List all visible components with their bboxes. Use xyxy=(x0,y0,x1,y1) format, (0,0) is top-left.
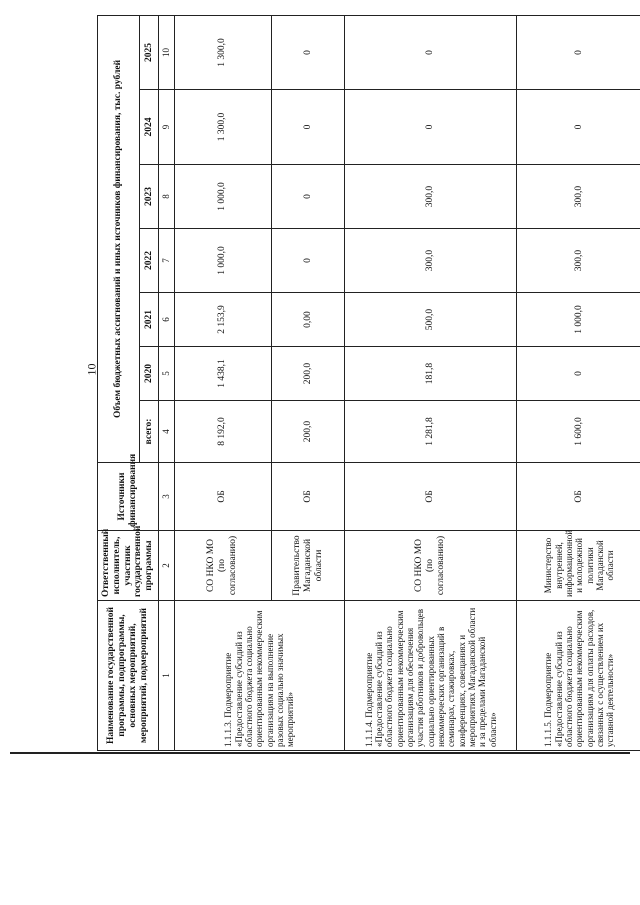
measure-name: 1.1.1.3. Подмероприятие «Предоставление субсидий из областного бюджета социально ориентированным некоммерческим организациям на выполнение разовых социально значимых мероприятий» xyxy=(174,601,345,751)
col-index: 6 xyxy=(158,293,174,347)
value-2025: 0 xyxy=(517,15,640,89)
source-cell: ОБ xyxy=(517,463,640,531)
col-index: 4 xyxy=(158,401,174,463)
header-year-2022: 2022 xyxy=(140,229,159,293)
col-index: 2 xyxy=(158,531,174,601)
value-2021: 0,00 xyxy=(271,293,345,347)
value-2023: 300,0 xyxy=(345,165,517,229)
value-2020: 0 xyxy=(517,347,640,401)
header-year-2025: 2025 xyxy=(140,15,159,89)
measure-name: 1.1.1.4. Подмероприятие «Предоставление субсидий из областного бюджета социально ориентированным некоммерческим организациям для обеспечения участия работников и добровольцев социально ориентированных некоммерческих организаций в семинарах, стажировках, конференциях, совещаниях и мероприятиях Магаданской области и за пределами Магаданской области» xyxy=(345,601,517,751)
header-funding: Объем бюджетных ассигнований и иных источников финансирования, тыс. рублей xyxy=(98,15,140,462)
col-index: 5 xyxy=(158,347,174,401)
value-total: 1 281,8 xyxy=(345,401,517,463)
col-index: 8 xyxy=(158,165,174,229)
value-2022: 1 000,0 xyxy=(174,229,271,293)
budget-table xyxy=(97,15,640,751)
value-2020: 1 438,1 xyxy=(174,347,271,401)
source-cell: ОБ xyxy=(271,463,345,531)
header-source: Источники финансирования xyxy=(98,463,159,531)
col-index: 3 xyxy=(158,463,174,531)
value-2025: 0 xyxy=(271,15,345,89)
header-year-2021: 2021 xyxy=(140,293,159,347)
value-2022: 300,0 xyxy=(345,229,517,293)
header-year-2020: 2020 xyxy=(140,347,159,401)
value-2024: 0 xyxy=(517,90,640,165)
value-total: 1 600,0 xyxy=(517,401,640,463)
value-2021: 1 000,0 xyxy=(517,293,640,347)
document-page xyxy=(97,16,640,751)
executor-cell: СО НКО МО (по согласованию) xyxy=(345,531,517,601)
table-row xyxy=(517,15,640,750)
value-2024: 1 300,0 xyxy=(174,90,271,165)
header-total: всего: xyxy=(140,401,159,463)
table-row xyxy=(345,15,517,750)
value-2021: 2 153,9 xyxy=(174,293,271,347)
value-2023: 0 xyxy=(271,165,345,229)
value-2022: 0 xyxy=(271,229,345,293)
executor-cell: Правительство Магаданской области xyxy=(271,531,345,601)
value-2020: 200,0 xyxy=(271,347,345,401)
source-cell: ОБ xyxy=(345,463,517,531)
col-index: 10 xyxy=(158,15,174,89)
header-executor: Ответственный исполнитель, участник государственной программы xyxy=(98,531,159,601)
col-index: 1 xyxy=(158,601,174,751)
value-2025: 0 xyxy=(345,15,517,89)
table-row xyxy=(174,15,271,750)
col-index: 7 xyxy=(158,229,174,293)
measure-name: 1.1.1.5. Подмероприятие «Предоставление субсидий из областного бюджета социально ориентированным некоммерческим организациям для оплаты расходов, связанных с осуществлением их уставной деятельности» xyxy=(517,601,640,751)
executor-cell: Министерство внутренней, информационной и молодежной политики Магаданской области xyxy=(517,531,640,601)
value-2023: 300,0 xyxy=(517,165,640,229)
value-2020: 181,8 xyxy=(345,347,517,401)
value-2023: 1 000,0 xyxy=(174,165,271,229)
col-index: 9 xyxy=(158,90,174,165)
column-index-row xyxy=(158,15,174,750)
header-year-2024: 2024 xyxy=(140,90,159,165)
header-year-2023: 2023 xyxy=(140,165,159,229)
executor-cell: СО НКО МО (по согласованию) xyxy=(174,531,271,601)
value-2024: 0 xyxy=(345,90,517,165)
value-total: 200,0 xyxy=(271,401,345,463)
page-number: 10 xyxy=(84,363,99,376)
value-total: 8 192,0 xyxy=(174,401,271,463)
header-name: Наименование государственной программы, подпрограммы, основных мероприятий, мероприятий, подмероприятий xyxy=(98,601,159,751)
value-2021: 500,0 xyxy=(345,293,517,347)
source-cell: ОБ xyxy=(174,463,271,531)
value-2025: 1 300,0 xyxy=(174,15,271,89)
value-2024: 0 xyxy=(271,90,345,165)
horizontal-rule xyxy=(10,752,630,754)
value-2022: 300,0 xyxy=(517,229,640,293)
